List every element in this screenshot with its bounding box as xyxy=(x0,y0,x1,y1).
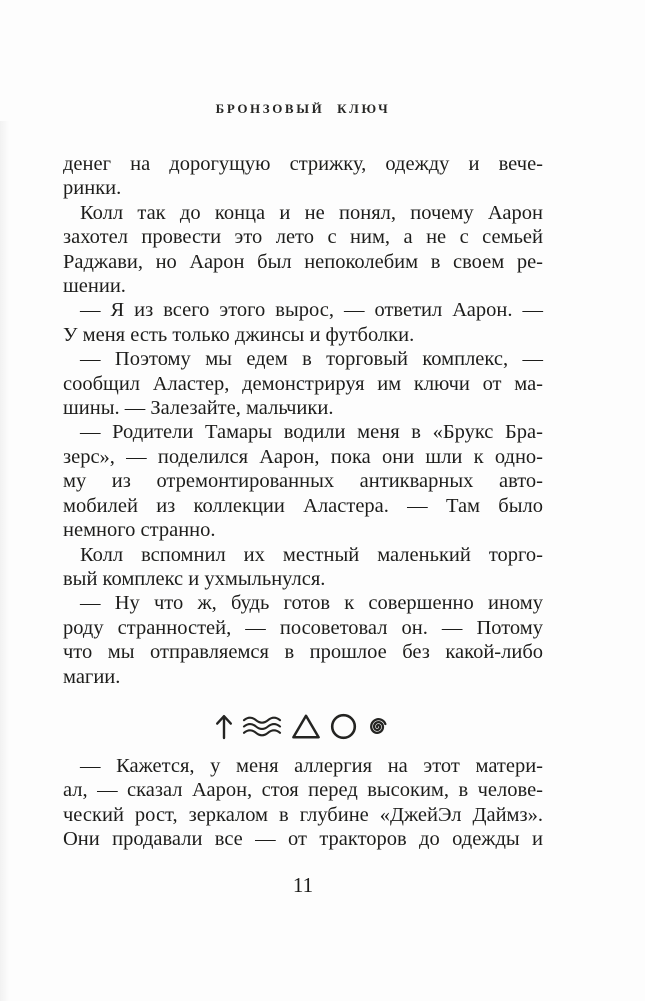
text-column xyxy=(63,101,543,897)
text-line: — Я из всего этого вырос, — ответил Аарон. — xyxy=(80,299,543,322)
text-line: му из отремонтированных антикварных авто- xyxy=(63,470,543,493)
text-line: шины. — Залезайте, мальчики. xyxy=(63,397,334,420)
circle-icon xyxy=(330,713,357,740)
arrow-up-icon xyxy=(215,713,233,740)
paragraph xyxy=(63,591,543,689)
paragraph xyxy=(63,298,543,347)
text-line: шении. xyxy=(63,275,126,298)
text-line: — Родители Тамары водили меня в «Брукс Бра- xyxy=(80,421,543,444)
text-line: денег на дорогущую стрижку, одежду и вече- xyxy=(63,153,543,175)
body-text-after-break xyxy=(63,754,543,852)
text-line: — Ну что ж, будь готов к совершенно иному xyxy=(80,592,543,615)
text-line: зерс», — поделился Аарон, пока они шли к одно- xyxy=(63,445,543,468)
text-line: немного странно. xyxy=(63,519,216,542)
paragraph xyxy=(63,347,543,420)
triangle-icon xyxy=(291,713,321,740)
text-line: — Поэтому мы едем в торговый комплекс, — xyxy=(80,348,543,371)
text-line: ческий рост, зеркалом в глубине «ДжейЭл Даймз». xyxy=(63,803,543,826)
text-line: — Кажется, у меня аллергия на этот матери- xyxy=(80,754,543,777)
paragraph xyxy=(63,754,543,852)
text-line: магии. xyxy=(63,665,121,688)
paragraph xyxy=(63,420,543,542)
text-line: захотел провести это лето с ним, а не с семьей xyxy=(63,226,543,249)
running-header: БРОНЗОВЫЙ КЛЮЧ xyxy=(215,101,391,116)
paragraph xyxy=(63,543,543,592)
text-line: ал, — сказал Аарон, стоя перед высоким, в челове- xyxy=(63,779,543,802)
text-line: вый комплекс и ухмыльнулся. xyxy=(63,567,326,590)
page-number: 11 xyxy=(292,872,314,897)
scene-separator xyxy=(63,713,543,741)
text-line: роду странностей, — посоветовал он. — Потому xyxy=(63,616,543,639)
paragraph xyxy=(63,152,543,201)
spiral-icon xyxy=(366,714,391,739)
text-line: сообщил Аластер, демонстрируя им ключи от ма- xyxy=(63,372,543,395)
paragraph xyxy=(63,201,543,299)
text-line: ринки. xyxy=(63,177,122,200)
text-line: У меня есть только джинсы и футболки. xyxy=(63,323,415,346)
text-line: Раджави, но Аарон был непоколебим в своем ре- xyxy=(63,250,543,273)
body-text-before-break xyxy=(63,152,543,689)
text-line: Колл так до конца и не понял, почему Аарон xyxy=(80,201,543,224)
waves-icon xyxy=(242,716,282,738)
text-line: мобилей из коллекции Аластера. — Там было xyxy=(63,494,543,517)
text-line: что мы отправляемся в прошлое без какой-либо xyxy=(63,641,543,664)
text-line: Колл вспомнил их местный маленький торго- xyxy=(80,543,543,566)
text-line: Они продавали все — от тракторов до одежды и xyxy=(63,828,543,851)
